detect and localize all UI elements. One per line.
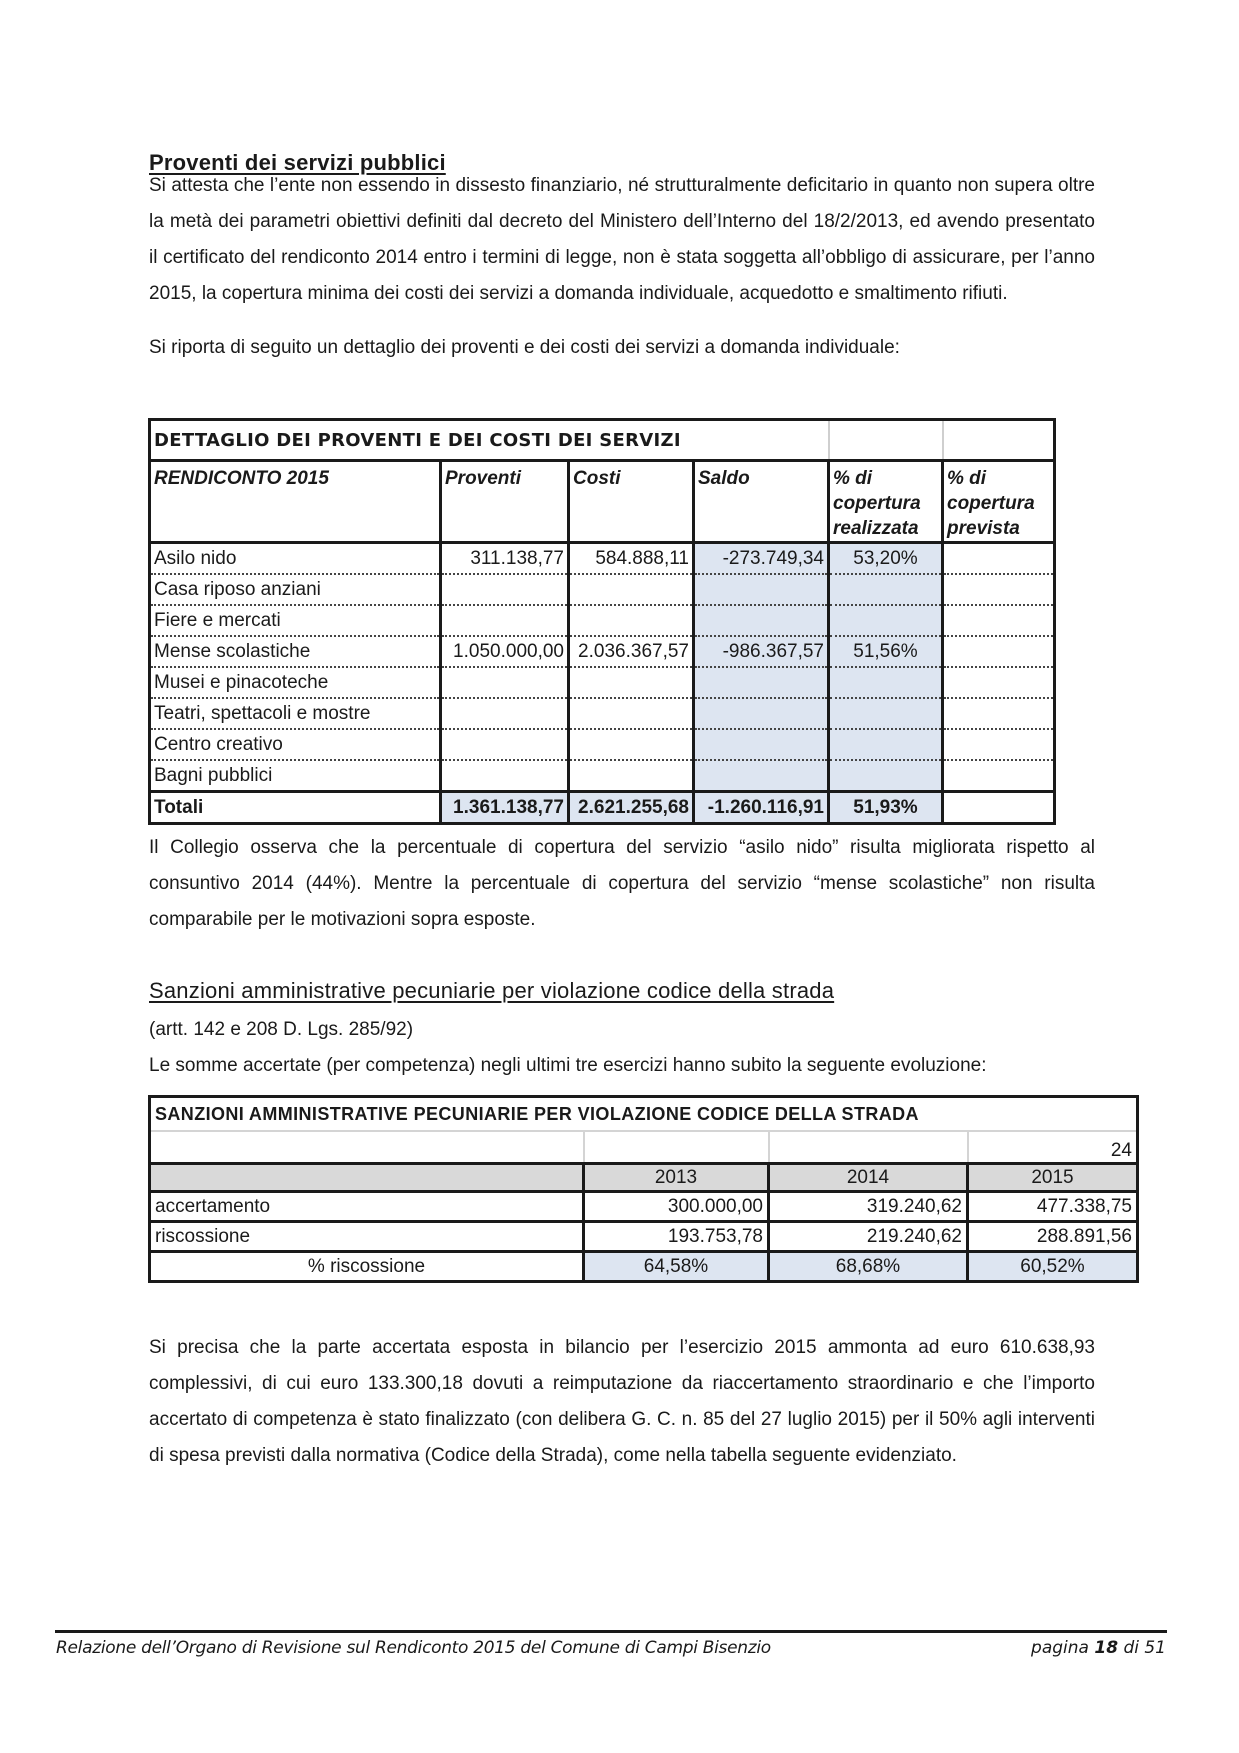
table-row xyxy=(150,1252,1138,1282)
paragraph-collegio-observation: Il Collegio osserva che la percentuale di copertura del servizio “asilo nido” risulta migliorata rispetto al consuntivo 2014 (44%). Mentre la percentuale di copertura del servizio “mense scolastiche” non risulta comparabile per le motivazioni sopra esposte. xyxy=(149,837,1095,930)
totals-saldo: -1.260.116,91 xyxy=(694,792,829,824)
totals-realizzata: 51,93% xyxy=(829,792,943,824)
services-cost-table xyxy=(148,418,1056,825)
service-label: Fiere e mercati xyxy=(150,605,441,636)
sanzioni-table xyxy=(148,1095,1139,1283)
header-proventi: Proventi xyxy=(441,461,569,543)
riscossione-2013: 193.753,78 xyxy=(584,1222,769,1252)
cell-proventi xyxy=(441,698,569,729)
footer-document-title: Relazione dell’Organo di Revisione sul Rendiconto 2015 del Comune di Campi Bisenzio xyxy=(56,1638,771,1658)
page-separator: di xyxy=(1123,1638,1139,1658)
table-title: DETTAGLIO DEI PROVENTI E DEI COSTI DEI SERVIZI xyxy=(150,420,829,461)
year-2013: 2013 xyxy=(584,1164,769,1192)
table-row xyxy=(150,729,1055,760)
section-title-sanzioni: Sanzioni amministrative pecuniarie per violazione codice della strada xyxy=(149,978,835,1003)
cell-proventi: 311.138,77 xyxy=(441,543,569,575)
sanzioni-legal-reference: (artt. 142 e 208 D. Lgs. 285/92) xyxy=(149,1019,414,1040)
cell-saldo: -273.749,34 xyxy=(694,543,829,575)
cell-prevista xyxy=(943,605,1055,636)
cell-costi xyxy=(569,667,694,698)
year-2015: 2015 xyxy=(968,1164,1138,1192)
cell-costi xyxy=(569,698,694,729)
cell-saldo: -986.367,57 xyxy=(694,636,829,667)
cell-realizzata: 51,56% xyxy=(829,636,943,667)
sanzioni-blank-row xyxy=(150,1131,1138,1164)
cell-realizzata xyxy=(829,605,943,636)
cell-realizzata xyxy=(829,667,943,698)
cell-costi xyxy=(569,760,694,792)
page-prefix: pagina xyxy=(1031,1638,1089,1658)
header-saldo: Saldo xyxy=(694,461,829,543)
cell-prevista xyxy=(943,729,1055,760)
cell-prevista xyxy=(943,760,1055,792)
table-row xyxy=(150,605,1055,636)
cell-realizzata xyxy=(829,574,943,605)
cell-proventi xyxy=(441,729,569,760)
cell-costi: 2.036.367,57 xyxy=(569,636,694,667)
riscossione-2014: 219.240,62 xyxy=(769,1222,968,1252)
cell-saldo xyxy=(694,760,829,792)
footer-divider xyxy=(55,1630,1167,1633)
row-label-percent-riscossione: % riscossione xyxy=(150,1252,584,1282)
percent-riscossione-2014: 68,68% xyxy=(769,1252,968,1282)
footer-page-indicator xyxy=(1031,1638,1166,1658)
cell-costi xyxy=(569,605,694,636)
cell-proventi xyxy=(441,574,569,605)
table-row xyxy=(150,1222,1138,1252)
page-total: 51 xyxy=(1144,1638,1166,1658)
cell-saldo xyxy=(694,729,829,760)
year-2014: 2014 xyxy=(769,1164,968,1192)
cell-prevista xyxy=(943,543,1055,575)
service-label: Centro creativo xyxy=(150,729,441,760)
cell-realizzata: 53,20% xyxy=(829,543,943,575)
row-label-accertamento: accertamento xyxy=(150,1192,584,1222)
accertamento-2013: 300.000,00 xyxy=(584,1192,769,1222)
totals-row xyxy=(150,792,1055,824)
service-label: Musei e pinacoteche xyxy=(150,667,441,698)
accertamento-2014: 319.240,62 xyxy=(769,1192,968,1222)
page-number: 18 xyxy=(1094,1638,1119,1658)
header-costi: Costi xyxy=(569,461,694,543)
service-label: Mense scolastiche xyxy=(150,636,441,667)
riscossione-2015: 288.891,56 xyxy=(968,1222,1138,1252)
cell-prevista xyxy=(943,636,1055,667)
totals-proventi: 1.361.138,77 xyxy=(441,792,569,824)
cell-costi xyxy=(569,729,694,760)
table-row xyxy=(150,636,1055,667)
service-label: Bagni pubblici xyxy=(150,760,441,792)
cell-proventi xyxy=(441,605,569,636)
paragraph-sanzioni-intro: Le somme accertate (per competenza) negli ultimi tre esercizi hanno subito la seguente evoluzione: xyxy=(149,1055,987,1076)
sanzioni-table-title: SANZIONI AMMINISTRATIVE PECUNIARIE PER VIOLAZIONE CODICE DELLA STRADA xyxy=(150,1097,1138,1132)
cell-costi xyxy=(569,574,694,605)
paragraph-proventi-detail: Si riporta di seguito un dettaglio dei proventi e dei costi dei servizi a domanda individuale: xyxy=(149,337,900,358)
cell-prevista xyxy=(943,667,1055,698)
service-label: Teatri, spettacoli e mostre xyxy=(150,698,441,729)
totals-prevista xyxy=(943,792,1055,824)
sanzioni-years-row xyxy=(150,1164,1138,1192)
table-row xyxy=(150,543,1055,575)
service-label: Casa riposo anziani xyxy=(150,574,441,605)
section-title-proventi: Proventi dei servizi pubblici xyxy=(149,150,446,175)
accertamento-2015: 477.338,75 xyxy=(968,1192,1138,1222)
percent-riscossione-2015: 60,52% xyxy=(968,1252,1138,1282)
cell-realizzata xyxy=(829,698,943,729)
header-copertura-prevista: % di copertura prevista xyxy=(943,461,1055,543)
cell-prevista xyxy=(943,698,1055,729)
totals-label: Totali xyxy=(150,792,441,824)
cell-realizzata xyxy=(829,729,943,760)
paragraph-proventi-intro: Si attesta che l’ente non essendo in dissesto finanziario, né strutturalmente deficitario in quanto non supera oltre la metà dei parametri obiettivi definiti dal decreto del Ministero dell’Interno del 18/2/2013, ed avendo presentato il certificato del rendiconto 2014 entro i termini di legge, non è stata soggetta all’obbligo di assicurare, per l’anno 2015, la copertura minima dei costi dei servizi a domanda individuale, acquedotto e smaltimento rifiuti. xyxy=(149,175,1095,304)
cell-proventi: 1.050.000,00 xyxy=(441,636,569,667)
cell-prevista xyxy=(943,574,1055,605)
cell-saldo xyxy=(694,574,829,605)
cell-saldo xyxy=(694,698,829,729)
table-title-row xyxy=(150,420,1055,461)
sanzioni-title-row xyxy=(150,1097,1138,1132)
table-row xyxy=(150,760,1055,792)
header-copertura-realizzata: % di copertura realizzata xyxy=(829,461,943,543)
table-row xyxy=(150,574,1055,605)
paragraph-sanzioni-detail: Si precisa che la parte accertata esposta in bilancio per l’esercizio 2015 ammonta ad euro 610.638,93 complessivi, di cui euro 133.300,18 dovuti a reimputazione da riaccertamento straordinario e che l’importo accertato di competenza è stato finalizzato (con delibera G. C. n. 85 del 27 luglio 2015) per il 50% agli interventi di spesa previsti dalla normativa (Codice della Strada), come nella tabella seguente evidenziato. xyxy=(149,1337,1095,1466)
totals-costi: 2.621.255,68 xyxy=(569,792,694,824)
percent-riscossione-2013: 64,58% xyxy=(584,1252,769,1282)
table-row xyxy=(150,698,1055,729)
table-row xyxy=(150,667,1055,698)
header-rendiconto: RENDICONTO 2015 xyxy=(150,461,441,543)
stray-number: 24 xyxy=(968,1131,1138,1164)
cell-proventi xyxy=(441,667,569,698)
cell-saldo xyxy=(694,667,829,698)
cell-saldo xyxy=(694,605,829,636)
table-row xyxy=(150,1192,1138,1222)
table-header-row xyxy=(150,461,1055,543)
row-label-riscossione: riscossione xyxy=(150,1222,584,1252)
cell-proventi xyxy=(441,760,569,792)
cell-realizzata xyxy=(829,760,943,792)
service-label: Asilo nido xyxy=(150,543,441,575)
cell-costi: 584.888,11 xyxy=(569,543,694,575)
